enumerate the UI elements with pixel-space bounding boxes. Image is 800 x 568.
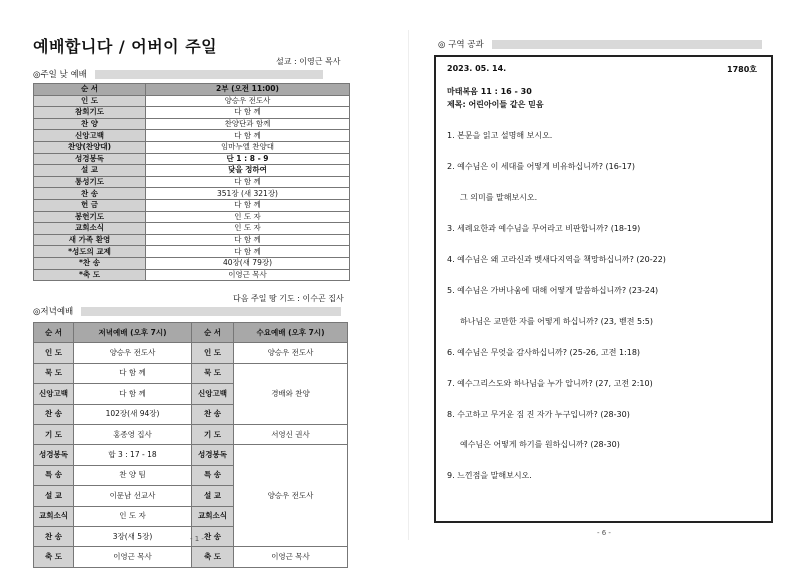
sunday-row (34, 153, 350, 165)
evening-service-label-text: ◎저녁예배 (33, 307, 74, 317)
study-section-label (438, 38, 762, 50)
scripture-reference: 마태복음 11 : 16 - 30 (447, 87, 532, 96)
page-title: 예배합니다 / 어버이 주일 (33, 37, 218, 56)
evening-order-value: 이문남 선교사 (74, 486, 192, 506)
study-date: 2023. 05. 14. (447, 64, 507, 73)
header-order-1: 순 서 (34, 323, 74, 343)
sunday-order-value: 인 도 자 (146, 223, 350, 235)
wednesday-order-value: 서영신 권사 (234, 424, 348, 444)
question-8: 8. 수고하고 무거운 짐 진 자가 누구입니까? (28-30) (447, 410, 630, 419)
sunday-order-item: 교회소식 (34, 223, 146, 235)
sunday-order-item: 헌 금 (34, 199, 146, 211)
evening-order-value: 인 도 자 (74, 506, 192, 526)
sunday-order-value: 임마누엘 찬양대 (146, 141, 350, 153)
sunday-order-value: 찬양단과 함께 (146, 118, 350, 130)
page-number-right: - 6 - (597, 529, 611, 537)
sunday-row (34, 176, 350, 188)
question-2: 2. 예수님은 이 세대를 어떻게 비유하십니까? (16-17) (447, 162, 635, 171)
sunday-order-value: 다 함 께 (146, 199, 350, 211)
question-5-sub: 하나님은 교만한 자를 어떻게 하십니까? (23, 벧전 5:5) (460, 317, 653, 326)
sunday-order-item: *성도의 교제 (34, 246, 146, 258)
wednesday-order-item: 성경봉독 (192, 445, 234, 465)
evening-order-value: 3장(새 5장) (74, 526, 192, 546)
question-9: 9. 느낀점을 말해보시오. (447, 471, 532, 480)
sunday-order-value: 351장 (새 321장) (146, 188, 350, 200)
header-order: 순 서 (34, 84, 146, 96)
evening-order-item: 교회소식 (34, 506, 74, 526)
sunday-order-value: 다 함 께 (146, 107, 350, 119)
next-prayer-note: 다음 주일 땅 기도 : 이수곤 집사 (233, 294, 344, 303)
wednesday-order-item: 설 교 (192, 486, 234, 506)
question-5: 5. 예수님은 가버나움에 대해 어떻게 말씀하십니까? (23-24) (447, 286, 659, 295)
sunday-row (34, 269, 350, 281)
header-wednesday: 수요예배 (오후 7시) (234, 323, 348, 343)
sunday-order-value: 다 함 께 (146, 130, 350, 142)
sunday-order-item: *축 도 (34, 269, 146, 281)
sunday-order-item: 봉헌기도 (34, 211, 146, 223)
sunday-order-item: 찬 양 (34, 118, 146, 130)
sunday-order-value: 이영근 목사 (146, 269, 350, 281)
sunday-order-value: 다 함 께 (146, 246, 350, 258)
evening-order-item: 묵 도 (34, 363, 74, 383)
wednesday-order-item: 특 송 (192, 465, 234, 485)
evening-order-item: 특 송 (34, 465, 74, 485)
sunday-row (34, 257, 350, 269)
evening-order-value: 홍종영 집사 (74, 424, 192, 444)
wednesday-order-value: 이영근 목사 (234, 547, 348, 567)
question-3: 3. 세례요한과 예수님을 무어라고 비판합니까? (18-19) (447, 224, 641, 233)
evening-order-value: 다 함 께 (74, 384, 192, 404)
sunday-service-label (33, 68, 323, 80)
wednesday-order-item: 교회소식 (192, 506, 234, 526)
sunday-row (34, 130, 350, 142)
sunday-row (34, 223, 350, 235)
question-4: 4. 예수님은 왜 고라신과 벳새다지역을 책망하십니까? (20-22) (447, 255, 666, 264)
evening-order-item: 찬 송 (34, 526, 74, 546)
evening-order-value: 이영근 목사 (74, 547, 192, 567)
sunday-row (34, 246, 350, 258)
wednesday-order-item: 기 도 (192, 424, 234, 444)
study-subject: 제목: 어린아이들 같은 믿음 (447, 100, 544, 109)
evening-order-value: 102장(새 94장) (74, 404, 192, 424)
sunday-row (34, 188, 350, 200)
issue-number: 1780호 (727, 65, 757, 74)
sunday-row (34, 211, 350, 223)
sunday-order-value: 인 도 자 (146, 211, 350, 223)
sunday-service-label-text: ◎주일 낮 예배 (33, 70, 87, 80)
evening-order-item: 설 교 (34, 486, 74, 506)
evening-row (34, 445, 348, 465)
study-section-label-text: ◎ 구역 공과 (438, 40, 484, 50)
sunday-row (34, 141, 350, 153)
sunday-order-item: 찬 송 (34, 188, 146, 200)
wednesday-order-value: 양승우 전도사 (234, 445, 348, 547)
page-number-left: - 1 - (190, 535, 204, 543)
sunday-order-value: 양승우 전도사 (146, 95, 350, 107)
sunday-order-value: 40장(새 79장) (146, 257, 350, 269)
header-order-2: 순 서 (192, 323, 234, 343)
wednesday-order-item: 신앙고백 (192, 384, 234, 404)
evening-order-item: 축 도 (34, 547, 74, 567)
evening-row (34, 363, 348, 383)
evening-row (34, 424, 348, 444)
evening-service-label (33, 305, 341, 317)
section-bar (95, 70, 323, 79)
sunday-order-value: 단 1 : 8 - 9 (146, 153, 350, 165)
wednesday-order-item: 축 도 (192, 547, 234, 567)
wednesday-order-value: 경배와 찬양 (234, 363, 348, 424)
sunday-order-value: 다 함 께 (146, 176, 350, 188)
header-evening: 저녁예배 (오후 7시) (74, 323, 192, 343)
evening-order-item: 인 도 (34, 343, 74, 363)
sunday-order-item: 설 교 (34, 165, 146, 177)
question-2-sub: 그 의미를 말해보시오. (460, 193, 538, 202)
section-bar (492, 40, 762, 49)
question-1: 1. 본문을 읽고 설명해 보시오. (447, 131, 553, 140)
evening-order-value: 합 3 : 17 - 18 (74, 445, 192, 465)
question-8-sub: 예수님은 어떻게 하기를 원하십니까? (28-30) (460, 440, 620, 449)
table-header-row (34, 323, 348, 343)
question-6: 6. 예수님은 무엇을 감사하십니까? (25-26, 고전 1:18) (447, 348, 641, 357)
sunday-order-value: 닻을 정하여 (146, 165, 350, 177)
evening-order-item: 신앙고백 (34, 384, 74, 404)
sunday-row (34, 234, 350, 246)
sunday-row (34, 165, 350, 177)
page-divider (408, 30, 409, 540)
wednesday-order-item: 묵 도 (192, 363, 234, 383)
wednesday-order-item: 인 도 (192, 343, 234, 363)
sunday-order-item: 새 가족 환영 (34, 234, 146, 246)
evening-order-value: 다 함 께 (74, 363, 192, 383)
evening-row (34, 547, 348, 567)
wednesday-order-item: 찬 송 (192, 526, 234, 546)
header-service: 2부 (오전 11:00) (146, 84, 350, 96)
wednesday-order-item: 찬 송 (192, 404, 234, 424)
section-bar (81, 307, 341, 316)
sunday-row (34, 199, 350, 211)
sunday-order-item: 통성기도 (34, 176, 146, 188)
evening-row (34, 343, 348, 363)
evening-order-table (33, 322, 348, 568)
wednesday-order-value: 양승우 전도사 (234, 343, 348, 363)
sunday-order-item: *찬 송 (34, 257, 146, 269)
table-header-row (34, 84, 350, 96)
evening-order-value: 찬 양 팀 (74, 465, 192, 485)
sunday-row (34, 107, 350, 119)
evening-order-item: 성경봉독 (34, 445, 74, 465)
question-7: 7. 예수그리스도와 하나님을 누가 압니까? (27, 고전 2:10) (447, 379, 653, 388)
evening-order-value: 양승우 전도사 (74, 343, 192, 363)
sunday-order-table (33, 83, 350, 281)
sunday-order-item: 신앙고백 (34, 130, 146, 142)
preacher-line: 설교 : 이영근 목사 (276, 57, 341, 66)
sunday-order-value: 다 함 께 (146, 234, 350, 246)
sunday-order-item: 찬양(찬양대) (34, 141, 146, 153)
sunday-order-item: 인 도 (34, 95, 146, 107)
evening-order-item: 찬 송 (34, 404, 74, 424)
sunday-order-item: 성경봉독 (34, 153, 146, 165)
sunday-row (34, 95, 350, 107)
sunday-row (34, 118, 350, 130)
evening-order-item: 기 도 (34, 424, 74, 444)
sunday-order-item: 참회기도 (34, 107, 146, 119)
